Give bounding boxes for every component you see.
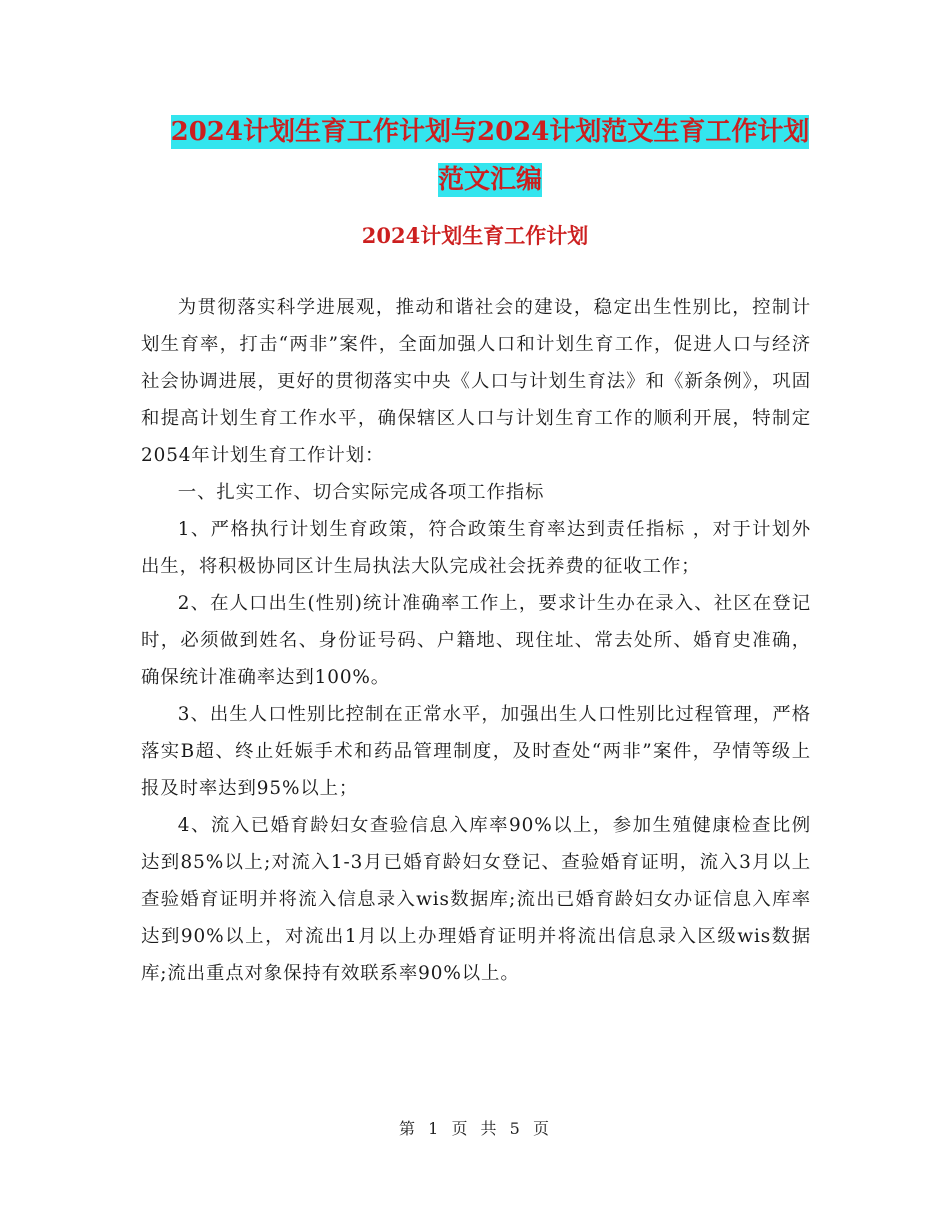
footer-page-number: 1 [428,1119,441,1138]
footer-page-unit: 页 [451,1119,470,1138]
paragraph-item-2: 2、在人口出生(性别)统计准确率工作上，要求计生办在录入、社区在登记时，必须做到姓名、身份证号码、户籍地、现住址、常去处所、婚育史准确，确保统计准确率达到100%。 [141,593,811,688]
paragraph-item-3: 3、出生人口性别比控制在正常水平，加强出生人口性别比过程管理，严格落实B超、终止妊娠手术和药品管理制度，及时查处“两非”案件，孕情等级上报及时率达到95%以上； [141,704,811,799]
footer-total-unit: 页 [532,1119,551,1138]
paragraph-heading-1: 一、扎实工作、切合实际完成各项工作指标 [177,482,545,503]
title-line-2: 范文汇编 [437,165,542,195]
title-line-1: 2024计划生育工作计划与2024计划范文生育工作计划 [170,117,810,147]
footer-total-pages: 5 [509,1119,522,1138]
paragraph-item-1: 1、严格执行计划生育政策，符合政策生育率达到责任指标 ，对于计划外出生，将积极协同区计生局执法大队完成社会抚养费的征收工作； [141,519,811,577]
document-body [141,289,811,992]
footer-total-prefix: 共 [480,1119,499,1138]
section-title: 2024计划生育工作计划 [361,223,589,248]
document-title [140,108,840,204]
page-footer [0,1116,950,1139]
paragraph-item-4: 4、流入已婚育龄妇女查验信息入库率90%以上，参加生殖健康检查比例达到85%以上;对流入1-3月已婚育龄妇女登记、查验婚育证明，流入3月以上查验婚育证明并将流入信息录入wis数据库;流出已婚育龄妇女办证信息入库率达到90%以上，对流出1月以上办理婚育证明并将流出信息录入区级wis数据库;流出重点对象保持有效联系率90%以上。 [141,815,811,984]
footer-prefix: 第 [399,1119,418,1138]
paragraph-intro: 为贯彻落实科学进展观，推动和谐社会的建设，稳定出生性别比，控制计划生育率，打击“两非”案件，全面加强人口和计划生育工作，促进人口与经济社会协调进展，更好的贯彻落实中央《人口与计划生育法》和《新条例》，巩固和提高计划生育工作水平，确保辖区人口与计划生育工作的顺利开展，特制定2054年计划生育工作计划： [141,297,811,466]
